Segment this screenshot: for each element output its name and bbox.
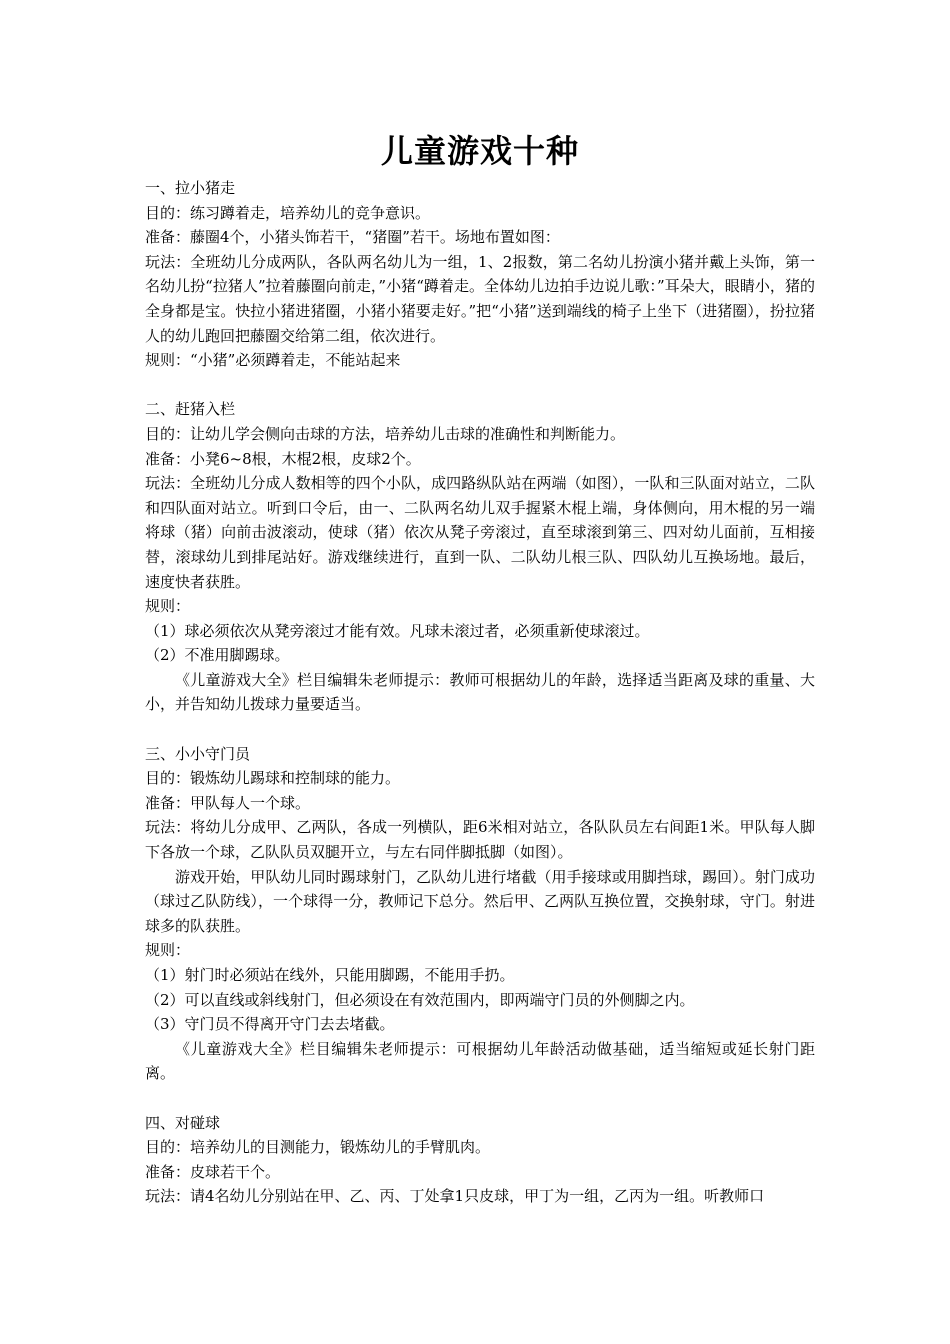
rule-item: （2）可以直线或斜线射门，但必须设在有效范围内，即两端守门员的外侧脚之内。 — [145, 990, 695, 1009]
section-play: 玩法：将幼儿分成甲、乙两队，各成一列横队，距6米相对站立，各队队员左右间距1米。甲队每人脚下各放一个球，乙队队员双腿开立，与左右同伴脚抵脚（如图）。 — [145, 818, 815, 862]
section-prep: 准备：甲队每人一个球。 — [145, 793, 311, 812]
section-prep: 准备：小凳6~8根，木棍2根，皮球2个。 — [145, 449, 421, 468]
document-page — [145, 128, 815, 1209]
section-goal: 目的：培养幼儿的目测能力，锻炼幼儿的手臂肌肉。 — [145, 1138, 491, 1157]
section-play: 玩法：全班幼儿分成人数相等的四个小队，成四路纵队站在两端（如图），一队和三队面对站立，二队和四队面对站立。听到口令后，由一、二队两名幼儿双手握紧木棍上端，身体侧向，用木棍的另一端将球（猪）向前击波滚动，使球（猪）依次从凳子旁滚过，直至球滚到第三、四对幼儿面前，互相接替，滚球幼儿到排尾站好。游戏继续进行，直到一队、二队幼儿根三队、四队幼儿互换场地。最后，速度快者获胜。 — [145, 474, 815, 591]
section-play: 玩法：全班幼儿分成两队，各队两名幼儿为一组，1、2报数，第二名幼儿扮演小猪并戴上头饰，第一名幼儿扮“拉猪人”拉着藤圈向前走，”小猪“蹲着走。全体幼儿边拍手边说儿歌：”耳朵大，眼睛小，猪的全身都是宝。快拉小猪进猪圈，小猪小猪要走好。”把“小猪”送到端线的椅子上坐下（进猪圈），扮拉猪人的幼儿跑回把藤圈交给第二组，依次进行。 — [145, 252, 815, 345]
spacer — [145, 717, 815, 742]
section-heading: 二、赶猪入栏 — [145, 400, 236, 419]
rule-item: （1）球必须依次从凳旁滚过才能有效。凡球未滚过者，必须重新使球滚过。 — [145, 621, 650, 640]
editor-tip: 《儿童游戏大全》栏目编辑朱老师提示：可根据幼儿年龄活动做基础，适当缩短或延长射门距离。 — [145, 1039, 815, 1083]
section-goal: 目的：让幼儿学会侧向击球的方法，培养幼儿击球的准确性和判断能力。 — [145, 424, 626, 443]
section-rule: 规则：“小猪”必须蹲着走，不能站起来 — [145, 351, 401, 370]
editor-tip: 《儿童游戏大全》栏目编辑朱老师提示：教师可根据幼儿的年龄，选择适当距离及球的重量、大小，并告知幼儿拨球力量要适当。 — [145, 670, 815, 714]
rule-item: （3）守门员不得离开守门去去堵截。 — [145, 1015, 395, 1034]
section-heading: 三、小小守门员 — [145, 744, 251, 763]
section-play: 玩法：请4名幼儿分别站在甲、乙、丙、丁处拿1只皮球，甲丁为一组，乙丙为一组。听教师口 — [145, 1187, 765, 1206]
section-play-continued: 游戏开始，甲队幼儿同时踢球射门，乙队幼儿进行堵截（用手接球或用脚挡球，踢回）。射门成功（球过乙队防线），一个球得一分，教师记下总分。然后甲、乙两队互换位置，交换射球，守门。射进球多的队获胜。 — [145, 867, 815, 935]
section-prep: 准备：藤圈4个，小猪头饰若干，“猪圈”若干。场地布置如图： — [145, 228, 560, 247]
rule-item: （2）不准用脚踢球。 — [145, 646, 290, 665]
document-title: 儿童游戏十种 — [380, 132, 579, 170]
rule-label: 规则： — [145, 597, 191, 616]
section-heading: 一、拉小猪走 — [145, 179, 236, 197]
spacer — [145, 373, 815, 398]
spacer — [145, 1086, 815, 1111]
section-prep: 准备：皮球若干个。 — [145, 1162, 281, 1181]
section-goal: 目的：锻炼幼儿踢球和控制球的能力。 — [145, 769, 401, 788]
rule-label: 规则： — [145, 941, 191, 960]
section-heading: 四、对碰球 — [145, 1113, 221, 1132]
rule-item: （1）射门时必须站在线外，只能用脚踢，不能用手扔。 — [145, 966, 515, 984]
section-goal: 目的：练习蹲着走，培养幼儿的竞争意识。 — [145, 203, 431, 222]
